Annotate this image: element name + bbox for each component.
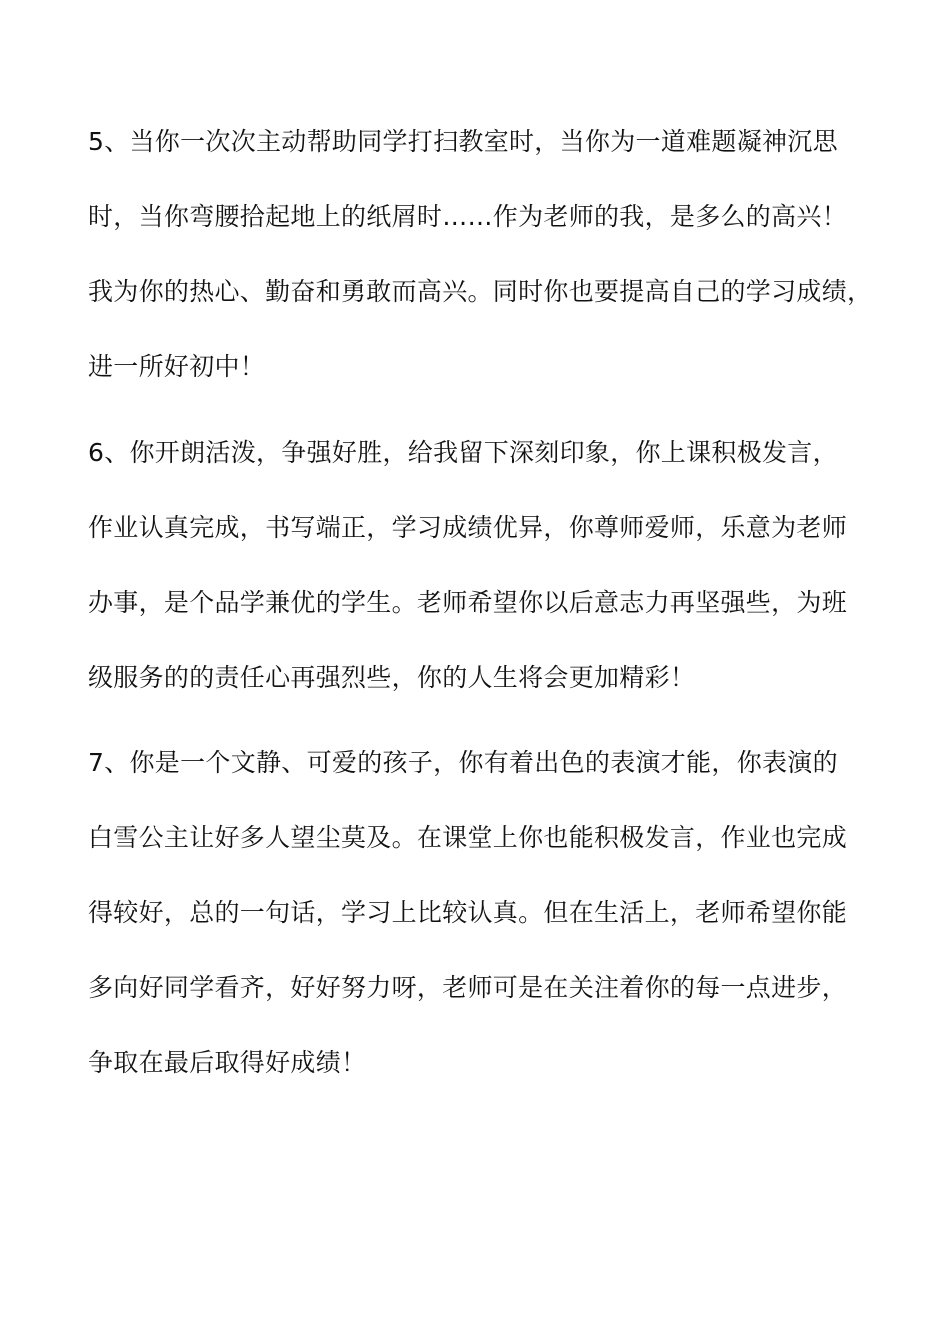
paragraph-line: 我为你的热心、勤奋和勇敢而高兴。同时你也要提高自己的学习成绩， bbox=[88, 277, 873, 306]
paragraph-line: 级服务的的责任心再强烈些，你的人生将会更加精彩！ bbox=[88, 663, 696, 692]
paragraph-line: 得较好，总的一句话，学习上比较认真。但在生活上，老师希望你能 bbox=[88, 898, 848, 927]
paragraph-line: 争取在最后取得好成绩！ bbox=[88, 1048, 367, 1077]
paragraph-line: 时，当你弯腰拾起地上的纸屑时……作为老师的我，是多么的高兴！ bbox=[88, 202, 848, 231]
paragraph-line: 5、当你一次次主动帮助同学打扫教室时，当你为一道难题凝神沉思 bbox=[88, 127, 838, 156]
paragraph-line: 进一所好初中！ bbox=[88, 352, 266, 381]
paragraph-line: 多向好同学看齐，好好努力呀，老师可是在关注着你的每一点进步， bbox=[88, 973, 848, 1002]
paragraph-line: 作业认真完成，书写端正，学习成绩优异，你尊师爱师，乐意为老师 bbox=[88, 513, 848, 542]
paragraph-line: 7、你是一个文静、可爱的孩子，你有着出色的表演才能，你表演的 bbox=[88, 748, 838, 777]
paragraph-line: 6、你开朗活泼，争强好胜，给我留下深刻印象，你上课积极发言， bbox=[88, 438, 838, 467]
paragraph-line: 白雪公主让好多人望尘莫及。在课堂上你也能积极发言，作业也完成 bbox=[88, 823, 848, 852]
paragraph-line: 办事，是个品学兼优的学生。老师希望你以后意志力再坚强些，为班 bbox=[88, 588, 848, 617]
